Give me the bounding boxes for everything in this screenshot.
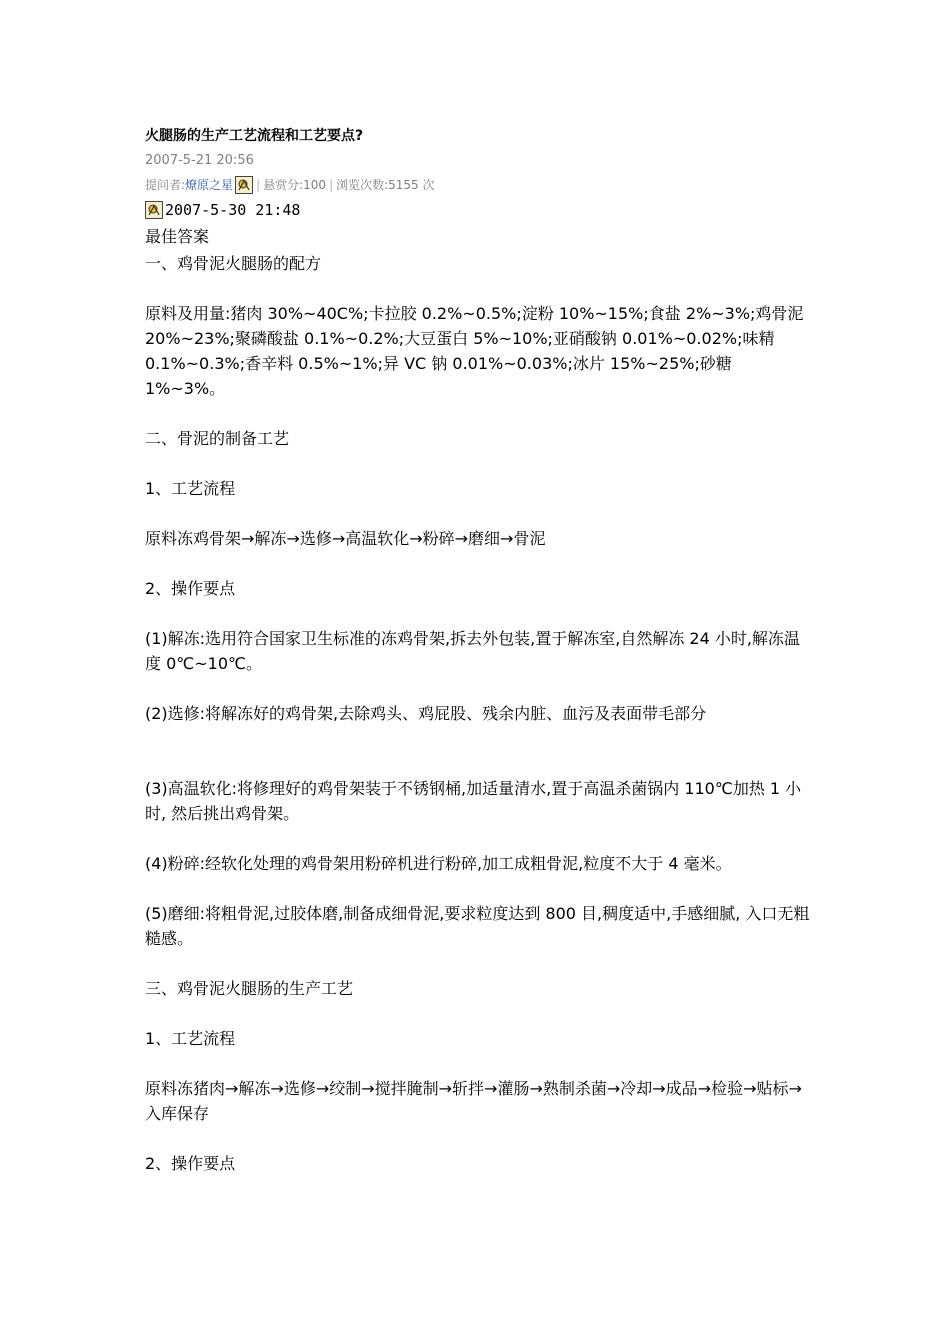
answer-time: 2007-5-30 21:48 — [165, 201, 301, 219]
asker-label: 提问者: — [145, 178, 186, 192]
section-2-flow-title: 1、工艺流程 — [145, 479, 236, 498]
section-3-points-title: 2、操作要点 — [145, 1154, 236, 1173]
asker-name-link[interactable]: 燎原之星 — [185, 178, 234, 192]
section-3-title: 三、鸡骨泥火腿肠的生产工艺 — [145, 979, 354, 998]
section-2-point-5: (5)磨细:将粗骨泥,过胶体磨,制备成细骨泥,要求粒度达到 800 目,稠度适中,手感细腻, 入口无粗糙感。 — [145, 904, 810, 948]
meta-separator: | — [256, 178, 261, 192]
section-3-flow-title: 1、工艺流程 — [145, 1029, 236, 1048]
section-2-point-3: (3)高温软化:将修理好的鸡骨架装于不锈钢桶,加适量清水,置于高温杀菌锅内 110℃加热 1 小时, 然后挑出鸡骨架。 — [145, 779, 802, 823]
reward-label: 悬赏分: — [263, 178, 304, 192]
section-2-point-2: (2)选修:将解冻好的鸡骨架,去除鸡头、鸡屁股、残余内脏、血污及表面带毛部分 — [145, 704, 707, 723]
answer-content — [145, 251, 810, 1176]
section-2-title: 二、骨泥的制备工艺 — [145, 429, 290, 448]
section-1-title: 一、鸡骨泥火腿肠的配方 — [145, 254, 322, 273]
section-2-point-4: (4)粉碎:经软化处理的鸡骨架用粉碎机进行粉碎,加工成粗骨泥,粒度不大于 4 毫米。 — [145, 854, 732, 873]
section-2-points-title: 2、操作要点 — [145, 579, 236, 598]
best-answer-label: 最佳答案 — [145, 227, 210, 246]
answerer-avatar-icon[interactable] — [145, 201, 163, 219]
reward-value: 100 — [303, 178, 327, 192]
user-avatar-icon[interactable] — [235, 176, 253, 194]
meta-separator: | — [329, 178, 334, 192]
views-label: 浏览次数: — [336, 178, 389, 192]
question-title: 火腿肠的生产工艺流程和工艺要点? — [145, 128, 364, 144]
views-value: 5155 次 — [388, 178, 435, 192]
section-1-recipe: 原料及用量:猪肉 30%~40C%;卡拉胶 0.2%~0.5%;淀粉 10%~15%;食盐 2%~3%;鸡骨泥 20%~23%;聚磷酸盐 0.1%~0.2%;大豆蛋白 5%~10%;亚硝酸钠 0.01%~0.02%;味精 0.1%~0.3%;香辛料 0.5%~1%;异 VC 钠 0.01%~0.03%;冰片 15%~25%;砂糖 1%~3%。 — [145, 304, 804, 398]
section-2-point-1: (1)解冻:选用符合国家卫生标准的冻鸡骨架,拆去外包装,置于解冻室,自然解冻 24 小时,解冻温度 0℃~10℃。 — [145, 629, 800, 673]
answer-header — [145, 200, 300, 220]
question-post-time: 2007-5-21 20:56 — [145, 153, 254, 168]
section-2-flow: 原料冻鸡骨架→解冻→选修→高温软化→粉碎→磨细→骨泥 — [145, 529, 546, 548]
question-meta — [145, 175, 435, 195]
section-3-flow: 原料冻猪肉→解冻→选修→绞制→搅拌腌制→斩拌→灌肠→熟制杀菌→冷却→成品→检验→贴标→入库保存 — [145, 1079, 802, 1123]
